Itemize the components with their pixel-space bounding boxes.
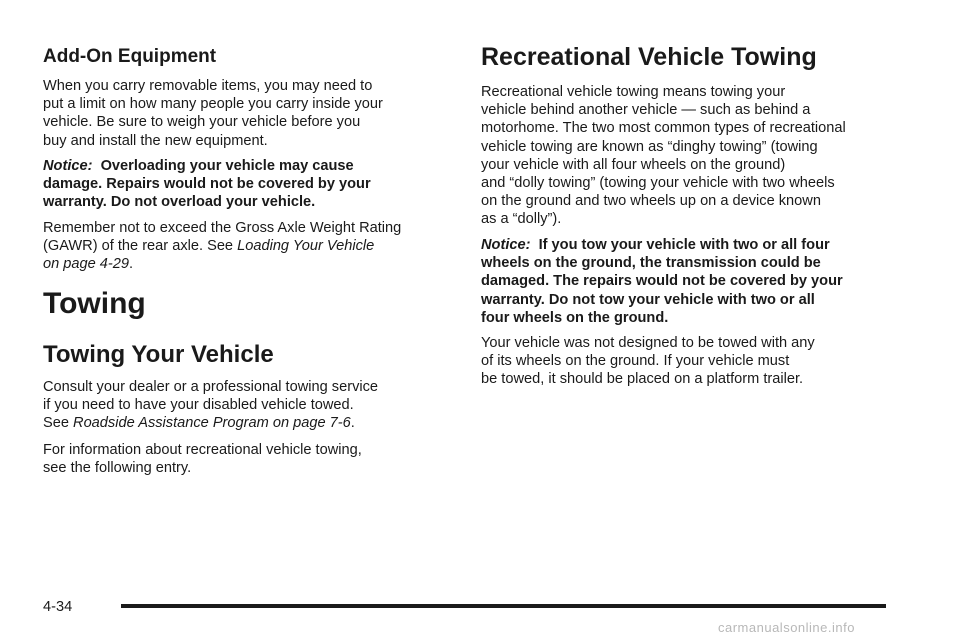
paragraph-line: on the ground and two wheels up on a device known — [481, 193, 821, 210]
add-on-equipment-paragraph — [43, 77, 383, 150]
period: . — [350, 415, 355, 432]
paragraph-line: if you need to have your disabled vehicle towed. — [43, 397, 354, 414]
notice-first-line — [481, 236, 843, 254]
paragraph-line — [43, 255, 401, 273]
period: . — [129, 256, 134, 273]
paragraph-line: Remember not to exceed the Gross Axle Weight Rating — [43, 220, 402, 236]
notice-line: four wheels on the ground. — [481, 309, 669, 326]
notice-first-line — [43, 157, 371, 175]
platform-trailer-paragraph — [481, 334, 815, 389]
notice-line: warranty. Do not tow your vehicle with two or all — [481, 291, 815, 308]
paragraph-line: Consult your dealer or a professional towing service — [43, 379, 379, 395]
notice-line: wheels on the ground, the transmission could be — [481, 255, 821, 272]
overloading-notice — [43, 157, 371, 212]
paragraph-line: of its wheels on the ground. If your vehicle must — [481, 353, 790, 370]
gawr-paragraph — [43, 219, 401, 274]
paragraph-line: vehicle. Be sure to weigh your vehicle before you — [43, 114, 361, 131]
paragraph-line: your vehicle with all four wheels on the ground) — [481, 156, 786, 173]
paragraph-line: Your vehicle was not designed to be towed with any — [481, 335, 815, 351]
paragraph-line: For information about recreational vehicle towing, — [43, 442, 362, 458]
paragraph-line: buy and install the new equipment. — [43, 132, 268, 149]
recreational-vehicle-towing-heading: Recreational Vehicle Towing — [481, 43, 817, 71]
recreational-info-paragraph — [43, 441, 362, 477]
paragraph-line: Recreational vehicle towing means towing your — [481, 84, 786, 100]
notice-label: Notice: — [43, 158, 93, 174]
gawr-text: (GAWR) of the rear axle. See — [43, 238, 238, 255]
roadside-assistance-reference[interactable]: Roadside Assistance Program on page 7-6 — [73, 415, 351, 432]
paragraph-line: be towed, it should be placed on a platform trailer. — [481, 371, 804, 388]
loading-your-vehicle-reference[interactable]: Loading Your Vehicle — [237, 238, 375, 255]
paragraph-line: vehicle towing are known as “dinghy towing” (towing — [481, 138, 818, 155]
paragraph-line: as a “dolly”). — [481, 211, 562, 228]
towing-your-vehicle-heading: Towing Your Vehicle — [43, 341, 274, 368]
paragraph-line: vehicle behind another vehicle — such as behind a — [481, 102, 811, 119]
tow-notice — [481, 236, 843, 327]
paragraph-line: and “dolly towing” (towing your vehicle with two wheels — [481, 175, 835, 192]
paragraph-line: put a limit on how many people you carry inside your — [43, 96, 383, 113]
notice-label: Notice: — [481, 237, 531, 253]
page-reference[interactable]: on page 4-29 — [43, 256, 130, 273]
paragraph-line: When you carry removable items, you may need to — [43, 78, 373, 94]
recreational-towing-intro — [481, 83, 846, 229]
page-number: 4-34 — [43, 599, 73, 615]
paragraph-line — [43, 414, 378, 432]
paragraph-line: motorhome. The two most common types of recreational — [481, 120, 846, 137]
towing-your-vehicle-paragraph — [43, 378, 378, 433]
see-text: See — [43, 415, 74, 432]
towing-heading: Towing — [43, 287, 146, 320]
add-on-equipment-heading: Add-On Equipment — [43, 46, 217, 67]
footer-divider — [121, 604, 886, 608]
notice-text: Overloading your vehicle may cause — [100, 158, 354, 174]
watermark: carmanualsonline.info — [718, 620, 855, 635]
notice-line: damaged. The repairs would not be covered by your — [481, 273, 843, 290]
notice-line: damage. Repairs would not be covered by your — [43, 176, 371, 193]
paragraph-line — [43, 237, 401, 255]
notice-text: If you tow your vehicle with two or all four — [538, 237, 830, 253]
paragraph-line: see the following entry. — [43, 460, 192, 477]
notice-line: warranty. Do not overload your vehicle. — [43, 194, 316, 211]
